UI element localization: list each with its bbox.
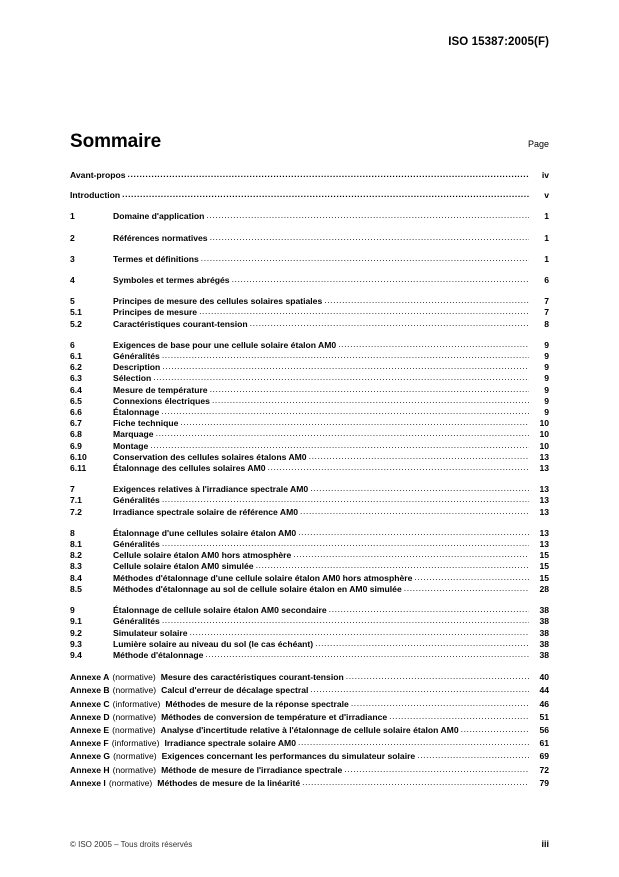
toc-entry-label: Fiche technique <box>113 418 179 429</box>
toc-page-number: 9 <box>544 373 549 384</box>
toc-dot-leader <box>162 615 529 626</box>
toc-dot-leader <box>162 538 529 549</box>
toc-annex-label: Calcul d'erreur de décalage spectral <box>161 685 309 696</box>
toc-dot-leader <box>162 494 529 505</box>
toc-page-number: 1 <box>544 253 549 264</box>
toc-page-number: 9 <box>544 362 549 373</box>
toc-dot-leader <box>232 274 529 285</box>
toc-dot-leader <box>161 406 529 417</box>
toc-page-number: 38 <box>539 638 549 649</box>
toc-annex-name: Annexe H <box>70 764 110 775</box>
toc-entry-number: 8.2 <box>70 550 82 561</box>
toc-dot-leader <box>324 295 529 306</box>
toc-page-number: 9 <box>544 384 549 395</box>
toc-page-number: 9 <box>544 351 549 362</box>
toc-annex-name: Annexe D <box>70 711 110 722</box>
toc-dot-leader <box>298 527 529 538</box>
toc-dot-leader <box>404 583 529 594</box>
toc-entry-label: Cellule solaire étalon AM0 simulée <box>113 561 254 572</box>
toc-entry-label: Exigences relatives à l'irradiance spectrale AM0 <box>113 484 309 495</box>
toc-dot-leader <box>190 627 529 638</box>
toc-page-number: 46 <box>539 698 549 709</box>
toc-page-number: 9 <box>544 395 549 406</box>
toc-entry-number: 6.2 <box>70 362 82 373</box>
toc-page-number: 38 <box>539 605 549 616</box>
page-column-label: Page <box>527 139 549 149</box>
toc-annex-name: Annexe I <box>70 777 106 788</box>
toc-entry-label: Méthodes d'étalonnage d'une cellule solaire étalon AM0 hors atmosphère <box>113 572 413 583</box>
toc-annex-label: Méthodes de mesure de la linéarité <box>157 777 301 788</box>
toc-entry-number: 2 <box>70 232 75 243</box>
toc-dot-leader <box>344 763 529 776</box>
toc-entry-number: 5.1 <box>70 307 82 318</box>
toc-dot-leader <box>250 318 529 329</box>
toc-page-number: 13 <box>539 495 549 506</box>
toc-page-number: 40 <box>539 672 549 683</box>
toc-entry-label: Connexions électriques <box>113 395 210 406</box>
toc-entry-number: 9.4 <box>70 649 82 660</box>
page-footer <box>70 839 549 849</box>
toc-annex-name: Annexe C <box>70 698 110 709</box>
copyright-notice: © ISO 2005 – Tous droits réservés <box>70 840 193 849</box>
toc-page-number: 61 <box>539 738 549 749</box>
toc-entry-number: 7.1 <box>70 495 82 506</box>
toc-entry-number: 9.1 <box>70 616 82 627</box>
toc-annex-entry[interactable] <box>70 777 549 790</box>
toc-entry-number: 8.1 <box>70 539 82 550</box>
toc-entry[interactable] <box>70 170 549 181</box>
toc-entry-number: 4 <box>70 275 75 286</box>
toc-annex-label: Irradiance spectrale solaire AM0 <box>164 738 296 749</box>
toc-entry[interactable] <box>70 463 549 474</box>
toc-annex-label: Méthode de mesure de l'irradiance spectrale <box>161 764 343 775</box>
toc-entry-label: Lumière solaire au niveau du sol (le cas échéant) <box>113 638 314 649</box>
toc-entry[interactable] <box>70 507 549 518</box>
toc-entry-label: Conservation des cellules solaires étalons AM0 <box>113 451 307 462</box>
toc-page-number: 6 <box>544 275 549 286</box>
toc-page-number: 44 <box>539 685 549 696</box>
toc-entry[interactable] <box>70 650 549 661</box>
toc-dot-leader <box>150 440 529 451</box>
toc-entry-label: Introduction <box>70 190 121 201</box>
toc-entry-number: 9.3 <box>70 638 82 649</box>
toc-dot-leader <box>315 638 529 649</box>
page-title: Sommaire <box>70 131 162 152</box>
toc-dot-leader <box>268 462 529 473</box>
toc-entry-number: 6.4 <box>70 384 82 395</box>
toc-annex-label: Exigences concernant les performances du simulateur solaire <box>161 751 416 762</box>
toc-page-number: v <box>544 190 549 201</box>
toc-page-number: 9 <box>544 339 549 350</box>
toc-page-number: 7 <box>544 296 549 307</box>
toc-dot-leader <box>206 210 529 221</box>
toc-dot-leader <box>162 350 529 361</box>
toc-dot-leader <box>205 649 529 660</box>
toc-page-number: 13 <box>539 463 549 474</box>
toc-page-number: 13 <box>539 506 549 517</box>
toc-dot-leader <box>162 361 529 372</box>
toc-dot-leader <box>300 506 529 517</box>
toc-page-number: 1 <box>544 232 549 243</box>
toc-page-number: 15 <box>539 550 549 561</box>
toc-entry-number: 6 <box>70 339 75 350</box>
toc-dot-leader <box>461 723 529 736</box>
toc-page-number: 79 <box>539 777 549 788</box>
toc-annex-kind: (normative) <box>112 672 156 683</box>
toc-entry-number: 6.8 <box>70 429 82 440</box>
toc-page-number: 13 <box>539 451 549 462</box>
toc-annex-label: Méthodes de mesure de la réponse spectrale <box>165 698 349 709</box>
toc-page-number: 10 <box>539 440 549 451</box>
toc-page-number: iv <box>541 170 549 180</box>
toc-annex-name: Annexe G <box>70 751 111 762</box>
toc-entry-number: 7 <box>70 484 75 495</box>
toc-page-number: 13 <box>539 539 549 550</box>
toc-entry-label: Symboles et termes abrégés <box>113 275 230 286</box>
toc-page-number: 8 <box>544 318 549 329</box>
toc-page-number: 10 <box>539 418 549 429</box>
toc-dot-leader <box>210 384 529 395</box>
toc-page-number: 7 <box>544 307 549 318</box>
toc-entry-number: 7.2 <box>70 506 82 517</box>
toc-entry-label: Principes de mesure <box>113 307 198 318</box>
toc-page-number: 38 <box>539 616 549 627</box>
toc-dot-leader <box>199 306 529 317</box>
table-of-contents <box>70 170 549 790</box>
toc-page-number: 13 <box>539 527 549 538</box>
toc-entry-label: Étalonnage d'une cellules solaire étalon AM0 <box>113 527 297 538</box>
toc-entry-label: Méthodes d'étalonnage au sol de cellule solaire étalon en AM0 simulée <box>113 583 402 594</box>
toc-entry-number: 5.2 <box>70 318 82 329</box>
toc-entry-number: 6.5 <box>70 395 82 406</box>
page-folio: iii <box>541 839 549 849</box>
toc-annex-kind: (informative) <box>111 738 160 749</box>
toc-entry-label: Sélection <box>113 373 152 384</box>
toc-dot-leader <box>302 776 529 789</box>
toc-entry-number: 6.11 <box>70 463 87 474</box>
toc-entry-label: Description <box>113 362 161 373</box>
toc-entry[interactable] <box>70 190 549 201</box>
toc-entry-number: 6.3 <box>70 373 82 384</box>
toc-entry-number: 6.6 <box>70 407 82 418</box>
toc-page-number: 72 <box>539 764 549 775</box>
toc-annex-kind: (normative) <box>113 751 157 762</box>
toc-dot-leader <box>346 670 529 683</box>
toc-entry-label: Avant-propos <box>70 170 126 180</box>
toc-dot-leader <box>153 372 529 383</box>
toc-dot-leader <box>156 428 529 439</box>
toc-entry-label: Montage <box>113 440 149 451</box>
toc-entry-label: Méthode d'étalonnage <box>113 649 204 660</box>
toc-entry-label: Étalonnage de cellule solaire étalon AM0 secondaire <box>113 605 327 616</box>
toc-annex-kind: (informative) <box>112 698 161 709</box>
toc-dot-leader <box>417 749 529 762</box>
toc-page-number: 9 <box>544 407 549 418</box>
toc-dot-leader <box>128 169 529 180</box>
toc-dot-leader <box>310 483 529 494</box>
toc-annex-kind: (normative) <box>112 724 156 735</box>
toc-entry-label: Mesure de température <box>113 384 208 395</box>
toc-entry-label: Étalonnage <box>113 407 160 418</box>
toc-page-number: 13 <box>539 484 549 495</box>
toc-entry-number: 8.4 <box>70 572 82 583</box>
toc-dot-leader <box>351 697 529 710</box>
toc-annex-label: Méthodes de conversion de température et d'irradiance <box>161 711 388 722</box>
toc-entry[interactable] <box>70 275 549 286</box>
toc-entry-number: 6.1 <box>70 351 82 362</box>
toc-annex-kind: (normative) <box>112 711 157 722</box>
toc-annex-kind: (normative) <box>112 685 157 696</box>
toc-page-number: 51 <box>539 711 549 722</box>
toc-dot-leader <box>256 560 529 571</box>
toc-entry-label: Cellule solaire étalon AM0 hors atmosphère <box>113 550 292 561</box>
toc-entry-label: Généralités <box>113 616 160 627</box>
toc-entry-number: 1 <box>70 211 75 222</box>
toc-dot-leader <box>389 710 529 723</box>
toc-dot-leader <box>201 253 529 264</box>
toc-entry[interactable] <box>70 254 549 265</box>
toc-dot-leader <box>210 232 529 243</box>
toc-entry-label: Références normatives <box>113 232 208 243</box>
toc-entry-label: Généralités <box>113 539 160 550</box>
toc-entry-number: 8 <box>70 527 75 538</box>
toc-page-number: 15 <box>539 572 549 583</box>
toc-entry[interactable] <box>70 211 549 222</box>
toc-annex-label: Mesure des caractéristiques courant-tension <box>160 672 344 683</box>
toc-entry-label: Irradiance spectrale solaire de référence AM0 <box>113 506 299 517</box>
toc-entry-number: 6.9 <box>70 440 82 451</box>
toc-dot-leader <box>212 395 529 406</box>
toc-annex-label: Analyse d'incertitude relative à l'étalonnage de cellule solaire étalon AM0 <box>160 724 459 735</box>
toc-annex-name: Annexe F <box>70 738 109 749</box>
toc-entry-label: Principes de mesure des cellules solaires spatiales <box>113 296 323 307</box>
toc-entry-number: 3 <box>70 253 75 264</box>
toc-page-number: 15 <box>539 561 549 572</box>
toc-annex-name: Annexe E <box>70 724 110 735</box>
toc-page-number: 69 <box>539 751 549 762</box>
toc-dot-leader <box>298 736 529 749</box>
toc-page-number: 1 <box>544 211 549 222</box>
toc-entry-number: 8.3 <box>70 561 82 572</box>
toc-annex-kind: (normative) <box>112 764 157 775</box>
toc-dot-leader <box>414 572 529 583</box>
toc-page-number: 56 <box>539 724 549 735</box>
toc-dot-leader <box>122 189 529 200</box>
toc-page-number: 38 <box>539 627 549 638</box>
toc-entry-number: 9 <box>70 605 75 616</box>
toc-entry-number: 5 <box>70 296 75 307</box>
toc-entry[interactable] <box>70 233 549 244</box>
toc-entry-label: Simulateur solaire <box>113 627 188 638</box>
toc-entry-number: 8.5 <box>70 583 82 594</box>
toc-annex-kind: (normative) <box>108 777 153 788</box>
toc-dot-leader <box>309 451 529 462</box>
document-header-standard-ref: ISO 15387:2005(F) <box>448 36 549 48</box>
toc-dot-leader <box>310 683 529 696</box>
toc-page-number: 38 <box>539 649 549 660</box>
toc-dot-leader <box>329 604 529 615</box>
toc-entry-number: 6.7 <box>70 418 82 429</box>
toc-entry-number: 9.2 <box>70 627 82 638</box>
toc-entry[interactable] <box>70 319 549 330</box>
toc-dot-leader <box>293 549 529 560</box>
toc-entry-label: Marquage <box>113 429 154 440</box>
toc-entry-label: Étalonnage des cellules solaires AM0 <box>113 463 266 474</box>
toc-dot-leader <box>180 417 529 428</box>
toc-dot-leader <box>338 339 529 350</box>
toc-entry-label: Généralités <box>113 495 160 506</box>
toc-entry-number: 6.10 <box>70 451 87 462</box>
toc-entry-label: Termes et définitions <box>113 253 199 264</box>
toc-entry-label: Généralités <box>113 351 160 362</box>
toc-page-number: 28 <box>539 583 549 594</box>
toc-entry-label: Domaine d'application <box>113 211 205 222</box>
toc-page-number: 10 <box>539 429 549 440</box>
toc-annex-name: Annexe B <box>70 685 110 696</box>
toc-entry[interactable] <box>70 584 549 595</box>
toc-entry-label: Caractéristiques courant-tension <box>113 318 248 329</box>
toc-entry-label: Exigences de base pour une cellule solaire étalon AM0 <box>113 339 337 350</box>
toc-annex-name: Annexe A <box>70 672 110 683</box>
toc-title-row <box>70 131 549 153</box>
